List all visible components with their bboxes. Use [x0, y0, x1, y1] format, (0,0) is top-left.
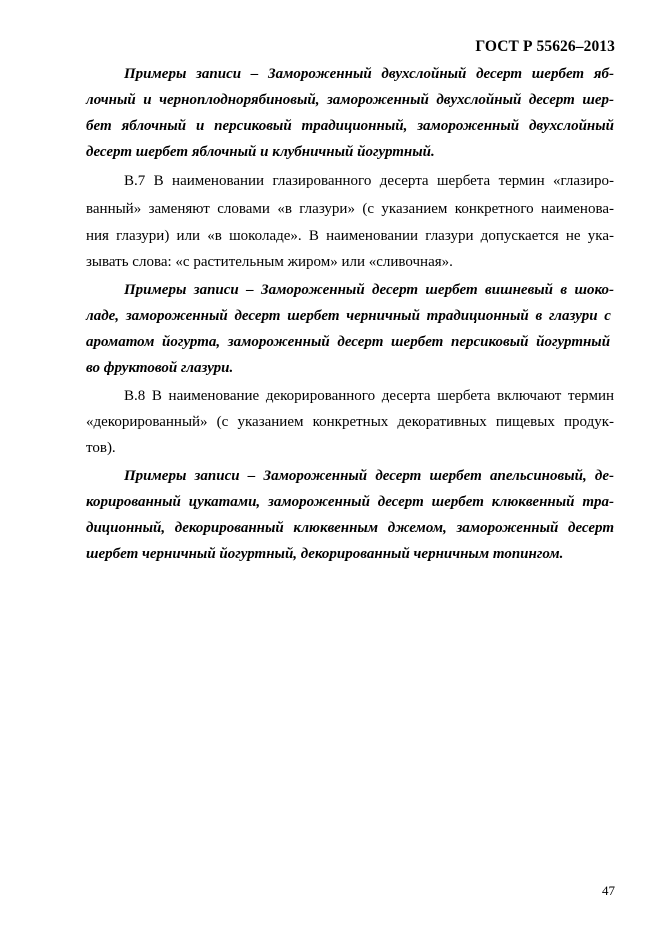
- example-paragraph-line: ладе, замороженный десерт шербет черничный традиционный в глазури с: [86, 308, 611, 324]
- body-paragraph-line: тов).: [86, 440, 116, 456]
- example-paragraph-line: корированный цукатами, замороженный десерт шербет клюквенный тра-: [86, 494, 614, 510]
- body-paragraph-line: ния глазури) или «в шоколаде». В наименовании глазури допускается не ука-: [86, 228, 614, 244]
- example-paragraph-line: шербет черничный йогуртный, декорированный черничным топингом.: [86, 546, 564, 562]
- page-number: 47: [602, 883, 615, 898]
- body-paragraph-line: ванный» заменяют словами «в глазури» (с указанием конкретного наименова-: [86, 201, 614, 217]
- example-paragraph-line: Примеры записи – Замороженный двухслойный десерт шербет яб-: [124, 66, 614, 82]
- example-paragraph-line: Примеры записи – Замороженный десерт шербет апельсиновый, де-: [124, 468, 614, 484]
- body-paragraph-line: зывать слова: «с растительным жиром» или «сливочная».: [86, 254, 453, 270]
- example-paragraph-line: диционный, декорированный клюквенным джемом, замороженный десерт: [86, 520, 614, 536]
- example-paragraph-line: бет яблочный и персиковый традиционный, замороженный двухслойный: [86, 118, 614, 134]
- body-paragraph-line: «декорированный» (с указанием конкретных декоративных пищевых продук-: [86, 414, 614, 430]
- example-paragraph-line: во фруктовой глазури.: [86, 360, 234, 376]
- example-paragraph-line: лочный и черноплоднорябиновый, замороженный двухслойный десерт шер-: [86, 92, 614, 108]
- example-paragraph-line: ароматом йогурта, замороженный десерт шербет персиковый йогуртный: [86, 334, 611, 350]
- body-paragraph-line: В.7 В наименовании глазированного десерта шербета термин «глазиро-: [124, 173, 614, 189]
- example-paragraph-line: Примеры записи – Замороженный десерт шербет вишневый в шоко-: [124, 282, 614, 298]
- body-paragraph-line: В.8 В наименование декорированного десерта шербета включают термин: [124, 388, 614, 404]
- example-paragraph-line: десерт шербет яблочный и клубничный йогуртный.: [86, 144, 435, 160]
- document-header: ГОСТ Р 55626–2013: [475, 38, 615, 55]
